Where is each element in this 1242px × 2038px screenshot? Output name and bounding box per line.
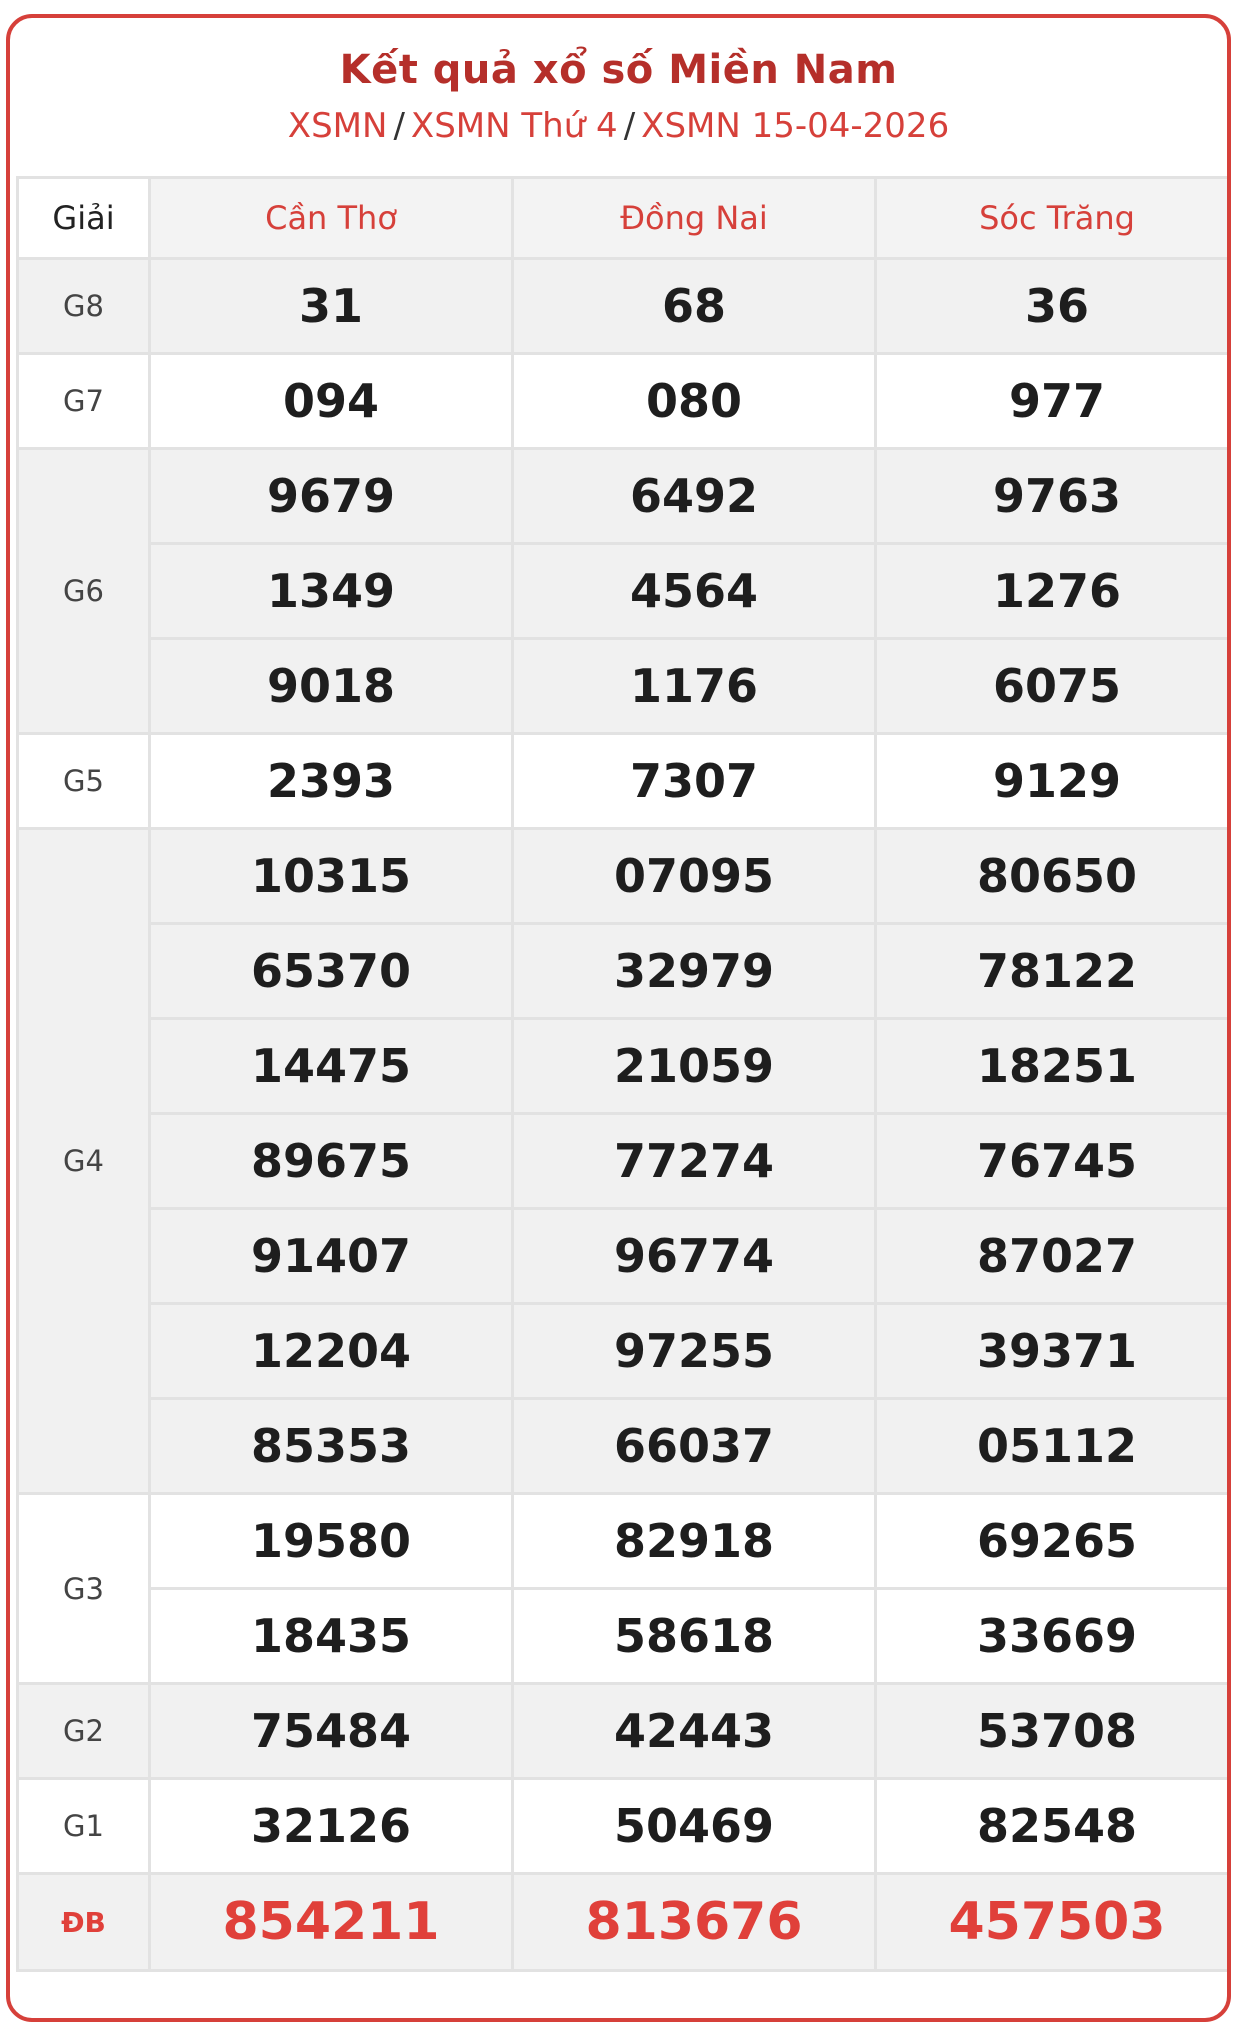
prize-row xyxy=(18,1494,1232,1589)
prize-row xyxy=(18,829,1232,924)
prize-number: 31 xyxy=(150,259,513,354)
prize-number: 9763 xyxy=(876,449,1232,544)
prize-number: 58618 xyxy=(513,1589,876,1684)
province-header[interactable]: Cần Thơ xyxy=(150,178,513,259)
prize-number: 14475 xyxy=(150,1019,513,1114)
prize-number: 977 xyxy=(876,354,1232,449)
special-prize-number: 457503 xyxy=(876,1874,1232,1971)
prize-label: G3 xyxy=(18,1494,150,1684)
prize-row xyxy=(18,1684,1232,1779)
prize-number: 82918 xyxy=(513,1494,876,1589)
prize-number: 33669 xyxy=(876,1589,1232,1684)
results-table xyxy=(16,176,1231,1972)
prize-label: G5 xyxy=(18,734,150,829)
prize-number: 12204 xyxy=(150,1304,513,1399)
prize-label: G7 xyxy=(18,354,150,449)
prize-number: 094 xyxy=(150,354,513,449)
prize-row xyxy=(18,1779,1232,1874)
prize-number: 10315 xyxy=(150,829,513,924)
prize-number: 66037 xyxy=(513,1399,876,1494)
prize-label: G1 xyxy=(18,1779,150,1874)
prize-number: 75484 xyxy=(150,1684,513,1779)
results-card xyxy=(6,14,1231,2022)
prize-number: 91407 xyxy=(150,1209,513,1304)
prize-row xyxy=(18,734,1232,829)
prize-number: 1176 xyxy=(513,639,876,734)
prize-row xyxy=(18,449,1232,544)
prize-number: 69265 xyxy=(876,1494,1232,1589)
prize-row xyxy=(18,924,1232,1019)
prize-number: 9679 xyxy=(150,449,513,544)
prize-row xyxy=(18,1114,1232,1209)
link-xsmn[interactable]: XSMN xyxy=(287,106,388,146)
prize-number: 080 xyxy=(513,354,876,449)
prize-number: 97255 xyxy=(513,1304,876,1399)
prize-number: 7307 xyxy=(513,734,876,829)
prize-number: 6492 xyxy=(513,449,876,544)
province-header[interactable]: Sóc Trăng xyxy=(876,178,1232,259)
prize-row xyxy=(18,1304,1232,1399)
prize-row xyxy=(18,1874,1232,1971)
prize-row xyxy=(18,1209,1232,1304)
prize-number: 36 xyxy=(876,259,1232,354)
prize-label: G6 xyxy=(18,449,150,734)
prize-number: 96774 xyxy=(513,1209,876,1304)
results-header xyxy=(10,18,1227,176)
prize-number: 9018 xyxy=(150,639,513,734)
prize-number: 05112 xyxy=(876,1399,1232,1494)
special-prize-number: 813676 xyxy=(513,1874,876,1971)
prize-number: 65370 xyxy=(150,924,513,1019)
breadcrumb-separator: / xyxy=(393,106,405,146)
prize-row xyxy=(18,544,1232,639)
prize-number: 19580 xyxy=(150,1494,513,1589)
prize-row xyxy=(18,1399,1232,1494)
prize-label: G2 xyxy=(18,1684,150,1779)
prize-label: G4 xyxy=(18,829,150,1494)
prize-number: 18251 xyxy=(876,1019,1232,1114)
prize-number: 50469 xyxy=(513,1779,876,1874)
prize-number: 42443 xyxy=(513,1684,876,1779)
prize-label: ĐB xyxy=(18,1874,150,1971)
prize-number: 68 xyxy=(513,259,876,354)
prize-number: 1349 xyxy=(150,544,513,639)
prize-label: G8 xyxy=(18,259,150,354)
results-body xyxy=(18,259,1232,1971)
link-xsmn-date[interactable]: XSMN 15-04-2026 xyxy=(641,106,950,146)
prize-number: 32979 xyxy=(513,924,876,1019)
prize-row xyxy=(18,639,1232,734)
prize-number: 85353 xyxy=(150,1399,513,1494)
prize-number: 82548 xyxy=(876,1779,1232,1874)
prize-number: 32126 xyxy=(150,1779,513,1874)
prize-number: 89675 xyxy=(150,1114,513,1209)
prize-number: 1276 xyxy=(876,544,1232,639)
prize-number: 53708 xyxy=(876,1684,1232,1779)
prize-number: 39371 xyxy=(876,1304,1232,1399)
prize-number: 07095 xyxy=(513,829,876,924)
prize-number: 78122 xyxy=(876,924,1232,1019)
province-header[interactable]: Đồng Nai xyxy=(513,178,876,259)
link-xsmn-thu-4[interactable]: XSMN Thứ 4 xyxy=(410,106,618,146)
special-prize-number: 854211 xyxy=(150,1874,513,1971)
prize-number: 76745 xyxy=(876,1114,1232,1209)
prize-row xyxy=(18,259,1232,354)
prize-row xyxy=(18,354,1232,449)
prize-number: 4564 xyxy=(513,544,876,639)
breadcrumb-separator: / xyxy=(623,106,636,146)
prize-number: 87027 xyxy=(876,1209,1232,1304)
prize-number: 9129 xyxy=(876,734,1232,829)
prize-number: 80650 xyxy=(876,829,1232,924)
prize-number: 6075 xyxy=(876,639,1232,734)
prize-number: 21059 xyxy=(513,1019,876,1114)
prize-row xyxy=(18,1589,1232,1684)
breadcrumb-links xyxy=(10,104,1227,148)
page-title: Kết quả xổ số Miền Nam xyxy=(339,47,898,93)
prize-number: 2393 xyxy=(150,734,513,829)
prize-number: 18435 xyxy=(150,1589,513,1684)
prize-column-header: Giải xyxy=(18,178,150,259)
prize-row xyxy=(18,1019,1232,1114)
prize-number: 77274 xyxy=(513,1114,876,1209)
